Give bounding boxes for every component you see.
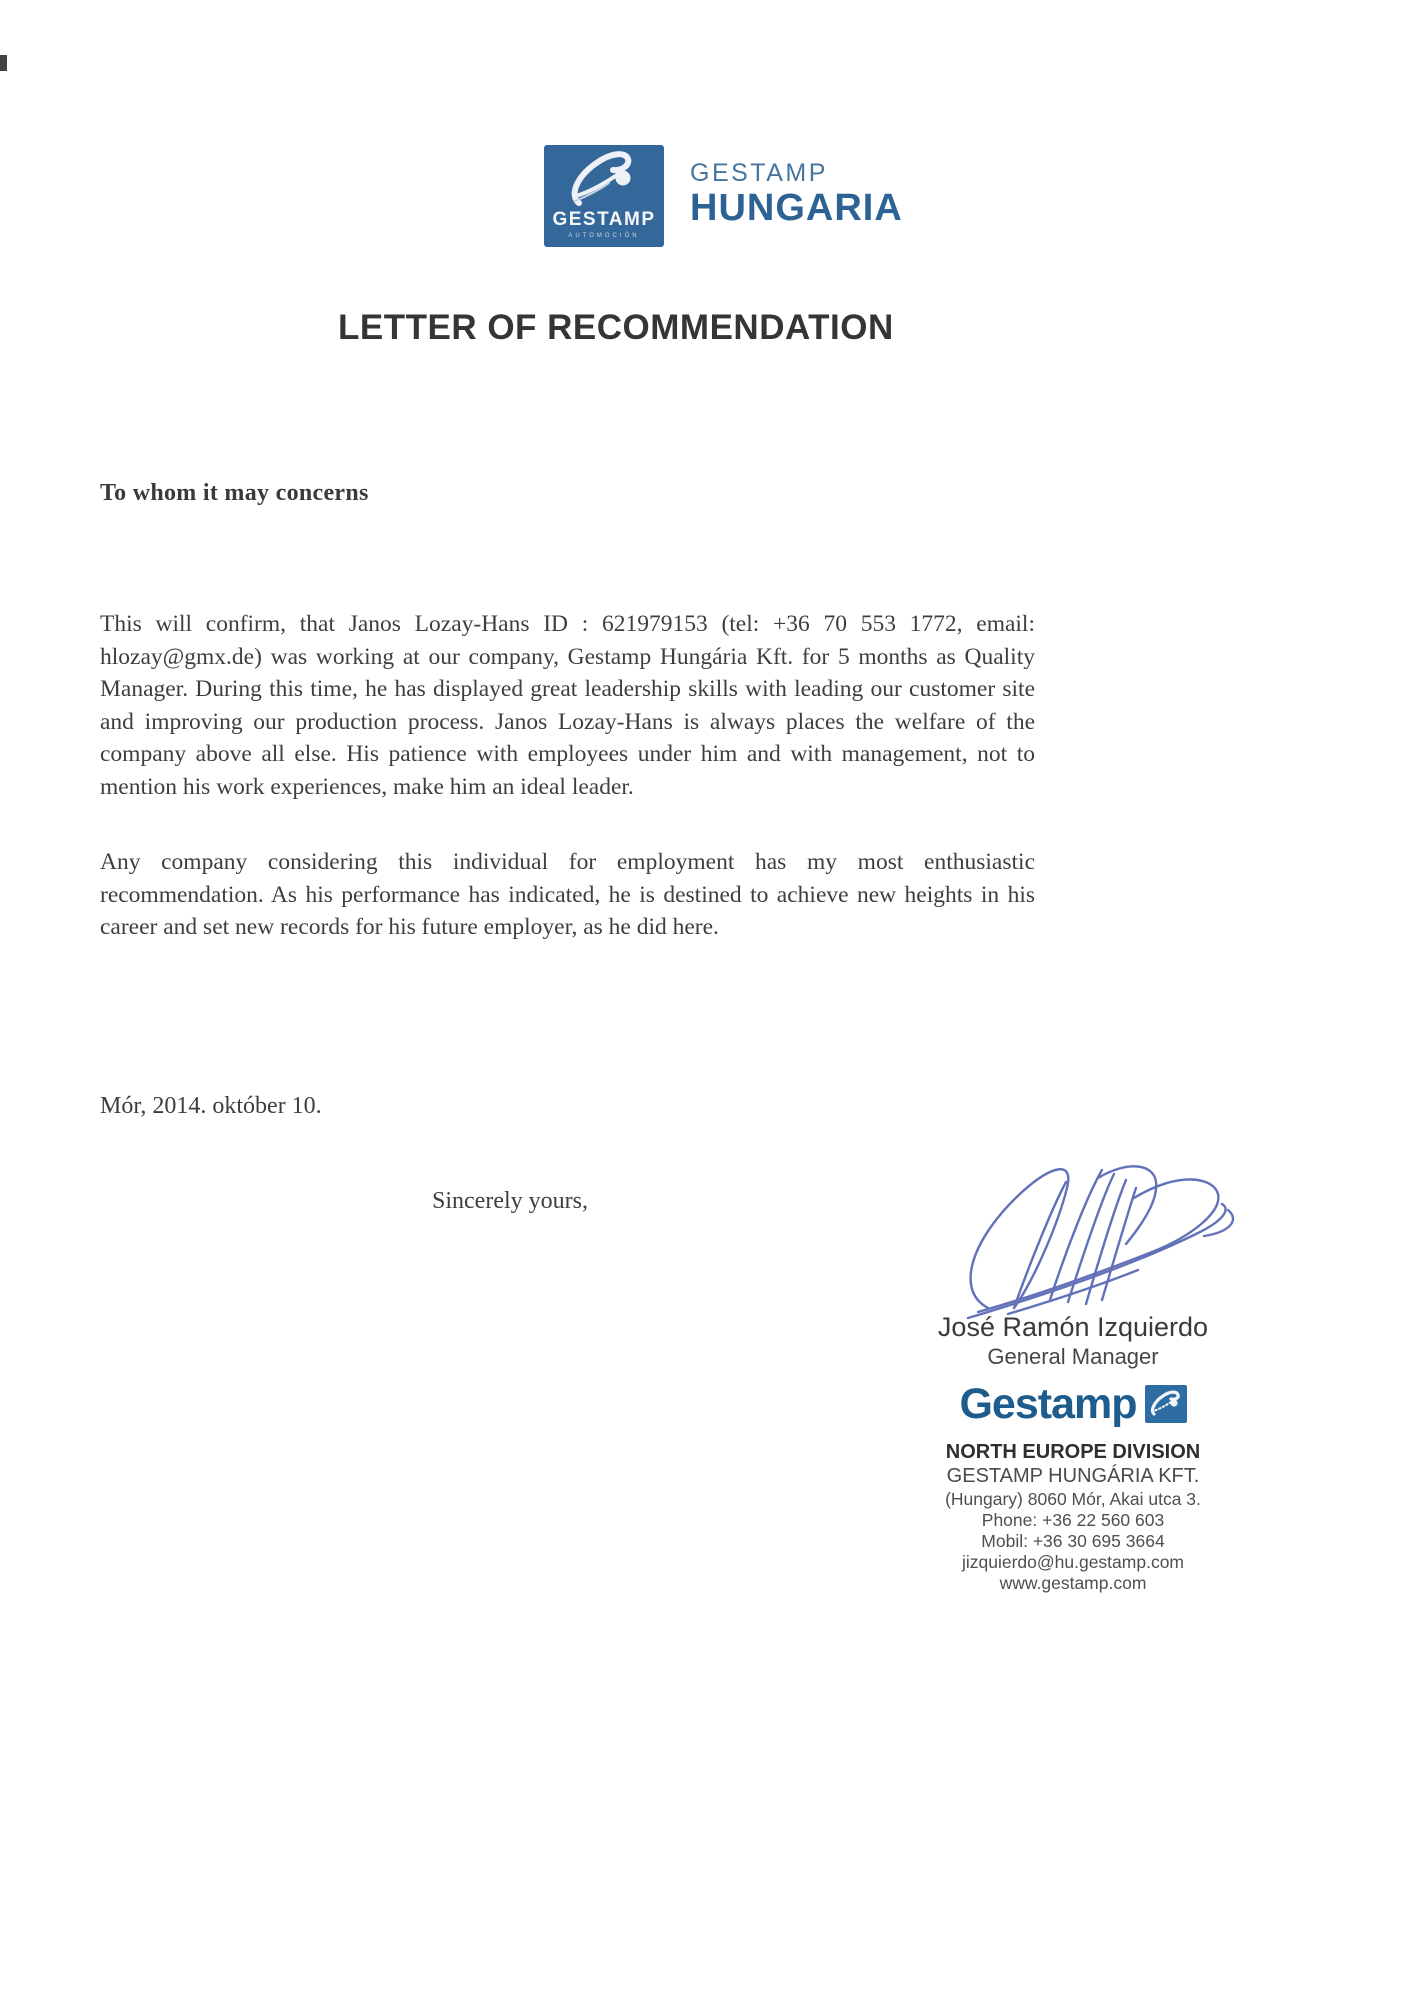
company-logo-header <box>544 145 903 247</box>
salutation: To whom it may concerns <box>100 480 369 506</box>
letter-title: LETTER OF RECOMMENDATION <box>338 308 894 347</box>
paragraph-2: Any company considering this individual for employment has my most enthusiastic recommendation. As his performance has indicated, he is destined to achieve new heights in his career and set new records for his future employer, as he did here. <box>100 849 1035 940</box>
gestamp-footer-logo <box>893 1380 1253 1428</box>
logo-box-wordmark: GESTAMP <box>552 209 656 230</box>
closing-phrase: Sincerely yours, <box>432 1188 588 1214</box>
logo-text-hungaria: HUNGARIA <box>690 187 903 229</box>
website-line: www.gestamp.com <box>999 1573 1147 1593</box>
gestamp-wordmark: Gestamp <box>959 1380 1137 1428</box>
logo-text-block <box>690 145 903 228</box>
gestamp-footer-logo-box <box>1145 1385 1187 1423</box>
signer-name: José Ramón Izquierdo <box>937 1312 1209 1342</box>
signer-block <box>893 1312 1253 1594</box>
company-line: GESTAMP HUNGÁRIA KFT. <box>946 1465 1200 1487</box>
date-line: Mór, 2014. október 10. <box>100 1093 322 1119</box>
logo-text-gestamp: GESTAMP <box>690 159 828 187</box>
logo-box-subtext: AUTOMOCIÓN <box>568 233 640 239</box>
scan-artifact <box>0 55 7 71</box>
address-line: (Hungary) 8060 Mór, Akai utca 3. <box>945 1489 1201 1509</box>
gestamp-logo-box <box>544 145 664 247</box>
gestamp-swoosh-icon <box>565 151 643 209</box>
phone-line: Phone: +36 22 560 603 <box>981 1510 1165 1530</box>
paragraph-1: This will confirm, that Janos Lozay-Hans ID : 621979153 (tel: +36 70 553 1772, email: hlozay@gmx.de) was working at our company, Gestamp Hungária Kft. for 5 months as Quality Manager. During this time, he has displayed great leadership skills with leading our customer site and improving our production process. Janos Lozay-Hans is always places the welfare of the company above all else. His patience with employees under him and with management, not to mention his work experiences, make him an ideal leader. <box>100 611 1035 800</box>
email-line: jizquierdo@hu.gestamp.com <box>961 1552 1185 1572</box>
signer-title: General Manager <box>987 1344 1159 1369</box>
mobile-line: Mobil: +36 30 695 3664 <box>981 1531 1165 1551</box>
division-line: NORTH EUROPE DIVISION <box>945 1441 1201 1463</box>
gestamp-swoosh-small-icon <box>1149 1390 1183 1418</box>
signature <box>948 1138 1243 1333</box>
